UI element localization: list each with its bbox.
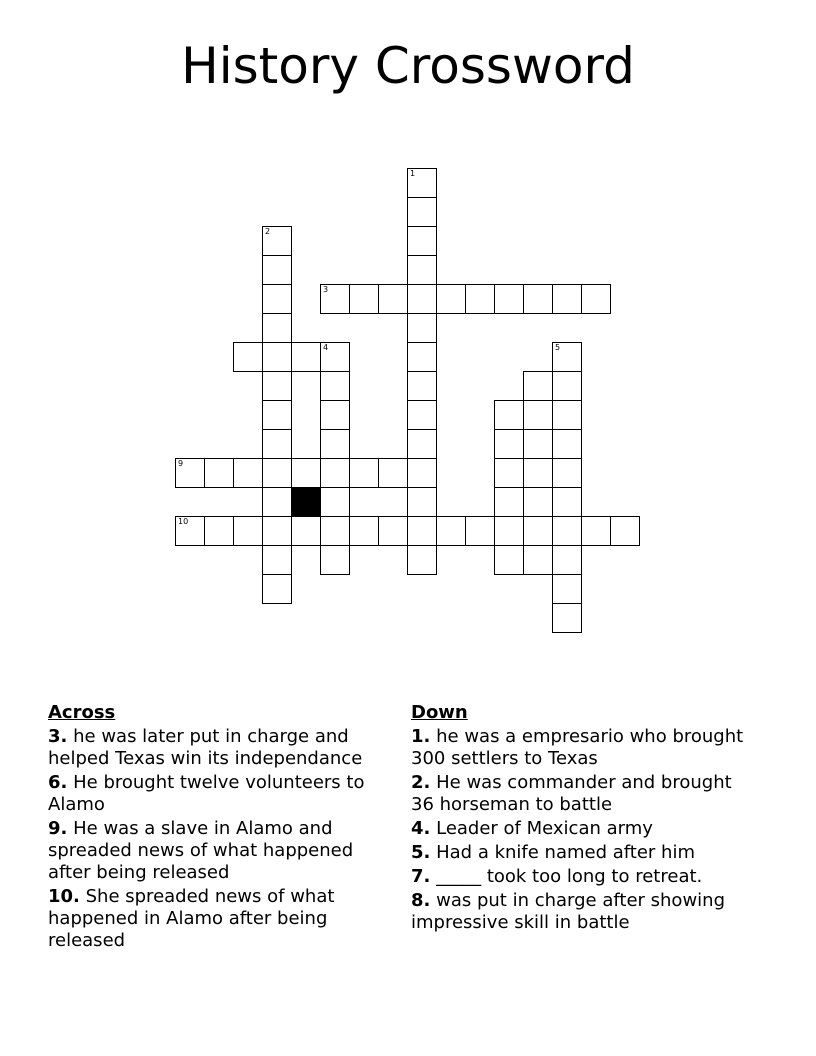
crossword-cell[interactable]: [291, 516, 321, 546]
clue-text: He was a slave in Alamo and spreaded news of what happened after being released: [48, 818, 354, 883]
crossword-cell[interactable]: [407, 168, 437, 198]
down-clues: [411, 702, 756, 936]
clue-text: _____ took too long to retreat.: [436, 866, 703, 887]
crossword-cell[interactable]: [320, 487, 350, 517]
crossword-cell[interactable]: [262, 400, 292, 430]
crossword-cell[interactable]: [494, 516, 524, 546]
crossword-cell[interactable]: [465, 516, 495, 546]
crossword-cell[interactable]: [407, 545, 437, 575]
across-clue: [48, 886, 393, 952]
cell-number: 4: [323, 343, 329, 352]
down-heading: Down: [411, 702, 468, 723]
crossword-cell[interactable]: [262, 342, 292, 372]
cell-number: 10: [178, 517, 189, 526]
crossword-cell[interactable]: [262, 313, 292, 343]
crossword-cell[interactable]: [407, 226, 437, 256]
crossword-cell[interactable]: [552, 400, 582, 430]
crossword-cell[interactable]: [523, 429, 553, 459]
crossword-cell[interactable]: [233, 458, 263, 488]
crossword-cell[interactable]: [233, 516, 263, 546]
crossword-cell[interactable]: [262, 487, 292, 517]
clue-text: he was a empresario who brought 300 settlers to Texas: [411, 726, 744, 769]
cell-number: 5: [555, 343, 561, 352]
crossword-cell[interactable]: [378, 284, 408, 314]
clue-text: he was later put in charge and helped Texas win its independance: [48, 726, 363, 769]
crossword-cell[interactable]: [552, 284, 582, 314]
crossword-cell[interactable]: [262, 226, 292, 256]
crossword-cell[interactable]: [262, 458, 292, 488]
crossword-cell[interactable]: [523, 458, 553, 488]
crossword-cell[interactable]: [349, 516, 379, 546]
across-clue: [48, 818, 393, 884]
crossword-cell[interactable]: [320, 342, 350, 372]
crossword-cell[interactable]: [204, 458, 234, 488]
crossword-cell[interactable]: [320, 400, 350, 430]
crossword-cell[interactable]: [407, 400, 437, 430]
crossword-cell[interactable]: [436, 516, 466, 546]
cell-number: 2: [265, 227, 271, 236]
clue-text: She spreaded news of what happened in Alamo after being released: [48, 886, 335, 951]
clue-text: Leader of Mexican army: [436, 818, 653, 839]
crossword-cell[interactable]: [523, 545, 553, 575]
crossword-cell[interactable]: [581, 516, 611, 546]
crossword-cell[interactable]: [175, 458, 205, 488]
crossword-cell[interactable]: [262, 574, 292, 604]
clue-number: 1.: [411, 726, 431, 747]
crossword-cell[interactable]: [262, 255, 292, 285]
crossword-cell[interactable]: [320, 458, 350, 488]
crossword-cell[interactable]: [523, 284, 553, 314]
crossword-cell[interactable]: [552, 458, 582, 488]
crossword-cell[interactable]: [320, 516, 350, 546]
crossword-cell[interactable]: [552, 603, 582, 633]
crossword-cell[interactable]: [436, 284, 466, 314]
clue-number: 4.: [411, 818, 431, 839]
crossword-cell[interactable]: [320, 284, 350, 314]
cell-number: 9: [178, 459, 184, 468]
crossword-cell[interactable]: [262, 516, 292, 546]
crossword-cell[interactable]: [494, 545, 524, 575]
crossword-cell[interactable]: [407, 516, 437, 546]
crossword-cell[interactable]: [291, 342, 321, 372]
crossword-cell[interactable]: [581, 284, 611, 314]
crossword-cell[interactable]: [494, 429, 524, 459]
crossword-cell[interactable]: [378, 516, 408, 546]
crossword-cell[interactable]: [552, 545, 582, 575]
clue-text: Had a knife named after him: [436, 842, 695, 863]
across-clue: [48, 772, 393, 816]
crossword-cell[interactable]: [552, 516, 582, 546]
crossword-cell[interactable]: [262, 284, 292, 314]
clue-text: was put in charge after showing impressive skill in battle: [411, 890, 726, 933]
crossword-cell[interactable]: [407, 255, 437, 285]
crossword-cell[interactable]: [320, 371, 350, 401]
across-clues: [48, 702, 393, 954]
crossword-cell[interactable]: [523, 516, 553, 546]
page-title: History Crossword: [181, 37, 635, 95]
down-clue: [411, 842, 756, 864]
crossword-cell[interactable]: [407, 371, 437, 401]
crossword-cell[interactable]: [494, 487, 524, 517]
crossword-cell[interactable]: [407, 284, 437, 314]
clue-number: 2.: [411, 772, 431, 793]
crossword-cell[interactable]: [552, 371, 582, 401]
crossword-cell[interactable]: [407, 487, 437, 517]
crossword-cell[interactable]: [320, 545, 350, 575]
crossword-cell[interactable]: [407, 197, 437, 227]
crossword-cell[interactable]: [523, 487, 553, 517]
across-heading: Across: [48, 702, 116, 723]
crossword-cell[interactable]: [262, 429, 292, 459]
clue-number: 7.: [411, 866, 431, 887]
crossword-cell[interactable]: [349, 284, 379, 314]
crossword-cell[interactable]: [552, 487, 582, 517]
clue-number: 5.: [411, 842, 431, 863]
clue-number: 6.: [48, 772, 68, 793]
crossword-cell[interactable]: [320, 429, 350, 459]
crossword-cell[interactable]: [494, 284, 524, 314]
cell-number: 1: [410, 169, 416, 178]
crossword-cell[interactable]: [349, 458, 379, 488]
crossword-cell[interactable]: [291, 458, 321, 488]
down-clue: [411, 818, 756, 840]
down-clue: [411, 866, 756, 888]
crossword-cell[interactable]: [552, 342, 582, 372]
crossword-cell[interactable]: [233, 342, 263, 372]
clue-number: 9.: [48, 818, 68, 839]
cell-number: 3: [323, 285, 329, 294]
clue-text: He was commander and brought 36 horseman to battle: [411, 772, 732, 815]
clue-number: 10.: [48, 886, 80, 907]
down-clue: [411, 726, 756, 770]
crossword-cell[interactable]: [378, 458, 408, 488]
crossword-cell[interactable]: [523, 371, 553, 401]
crossword-cell[interactable]: [494, 400, 524, 430]
crossword-cell[interactable]: [407, 458, 437, 488]
clue-number: 8.: [411, 890, 431, 911]
crossword-cell[interactable]: [494, 458, 524, 488]
crossword-cell[interactable]: [465, 284, 495, 314]
across-clue: [48, 726, 393, 770]
crossword-cell[interactable]: [175, 516, 205, 546]
crossword-cell[interactable]: [407, 313, 437, 343]
crossword-cell[interactable]: [523, 400, 553, 430]
crossword-cell[interactable]: [262, 371, 292, 401]
clue-number: 3.: [48, 726, 68, 747]
crossword-cell[interactable]: [552, 429, 582, 459]
crossword-cell[interactable]: [407, 429, 437, 459]
black-cell: [291, 487, 321, 517]
down-clue: [411, 890, 756, 934]
crossword-cell[interactable]: [610, 516, 640, 546]
crossword-cell[interactable]: [204, 516, 234, 546]
clue-text: He brought twelve volunteers to Alamo: [48, 772, 365, 815]
down-clue: [411, 772, 756, 816]
crossword-cell[interactable]: [262, 545, 292, 575]
crossword-cell[interactable]: [552, 574, 582, 604]
crossword-cell[interactable]: [407, 342, 437, 372]
